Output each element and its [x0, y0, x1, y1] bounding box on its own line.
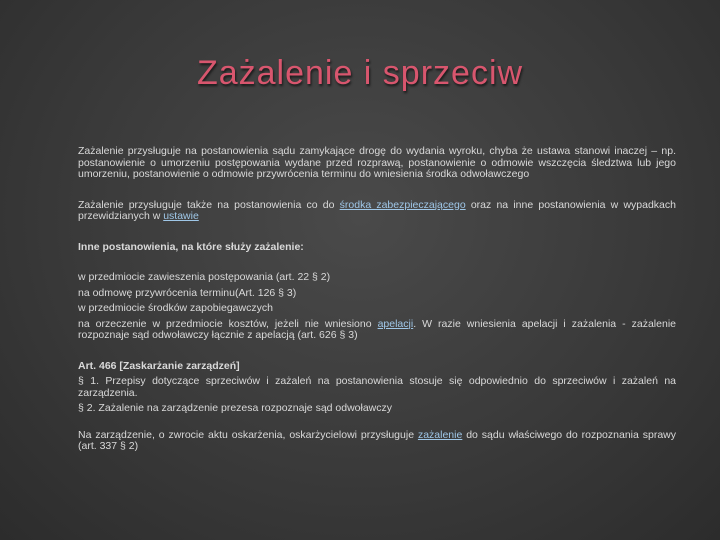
link-apelacja[interactable]: apelacji	[377, 317, 414, 330]
link-srodek-zabezpieczajacy[interactable]: środka zabezpieczającego	[339, 198, 466, 211]
bullet-icon	[48, 430, 78, 431]
slide-title: Zażalenie i sprzeciw	[196, 54, 524, 92]
bullet-icon	[48, 200, 78, 201]
list-item	[48, 200, 676, 223]
bullet-icon	[48, 242, 78, 243]
list-item	[48, 319, 676, 342]
text-segment: . W razie wniesienia apelacji i zażalenia - zażalenie rozpoznaje sąd odwoławczy łącznie z apelacją (art. 626 § 3)	[78, 317, 676, 341]
bullet-icon	[48, 288, 78, 289]
list-item	[48, 288, 676, 300]
item-text	[78, 319, 676, 342]
list-item	[48, 403, 676, 415]
item-text	[78, 200, 676, 223]
bullet-icon	[48, 403, 78, 404]
item-text	[78, 430, 676, 453]
bullet-icon	[48, 303, 78, 304]
item-text: na odmowę przywrócenia terminu(Art. 126 § 3)	[78, 286, 297, 299]
text-segment: Na zarządzenie, o zwrocie aktu oskarżenia, oskarżycielowi przysługuje	[78, 428, 418, 441]
list-item	[48, 146, 676, 181]
text-segment: oraz na inne postanowienia w wypadkach przewidzianych w	[78, 198, 676, 222]
list-item	[48, 242, 676, 254]
text-segment: do sądu właściwego do rozpoznania sprawy (art. 337 § 2)	[78, 428, 676, 452]
bullet-icon	[48, 272, 78, 273]
list-item	[48, 430, 676, 453]
item-text: w przedmiocie zawieszenia postępowania (art. 22 § 2)	[78, 271, 331, 283]
list-item	[48, 272, 676, 284]
list-item	[48, 361, 676, 373]
link-ustawa[interactable]: ustawie	[163, 210, 199, 222]
item-text: § 1. Przepisy dotyczące sprzeciwów i zażaleń na postanowienia stosuje się odpowiednio do sprzeciwów i zażaleń na zarządzenia.	[78, 375, 676, 399]
text-segment: Zażalenie przysługuje także na postanowienia co do	[78, 198, 340, 211]
slide-content	[48, 146, 676, 453]
bullet-icon	[48, 376, 78, 377]
item-text: w przedmiocie środków zapobiegawczych	[78, 302, 273, 314]
bullet-icon	[48, 319, 78, 320]
bullet-icon	[48, 361, 78, 362]
item-text: § 2. Zażalenie na zarządzenie prezesa rozpoznaje sąd odwoławczy	[78, 402, 393, 414]
item-heading: Art. 466 [Zaskarżanie zarządzeń]	[78, 359, 240, 372]
link-zazalenie[interactable]: zażalenie	[417, 428, 463, 441]
list-item	[48, 303, 676, 315]
bullet-icon	[48, 146, 78, 147]
item-text: Zażalenie przysługuje na postanowienia sądu zamykające drogę do wydania wyroku, chyba że ustawa stanowi inaczej – np. postanowienie o umorzeniu postępowania wydane przed rozprawą, postanowienie o odmowie wszczęcia śledztwa lub jego umorzeniu, postanowienie o odmowie przywrócenia terminu do wniesienia środka odwoławczego	[78, 145, 676, 180]
text-segment: na orzeczenie w przedmiocie kosztów, jeżeli nie wniesiono	[78, 317, 378, 330]
list-item	[48, 376, 676, 399]
item-heading: Inne postanowienia, na które służy zażalenie:	[78, 240, 304, 253]
